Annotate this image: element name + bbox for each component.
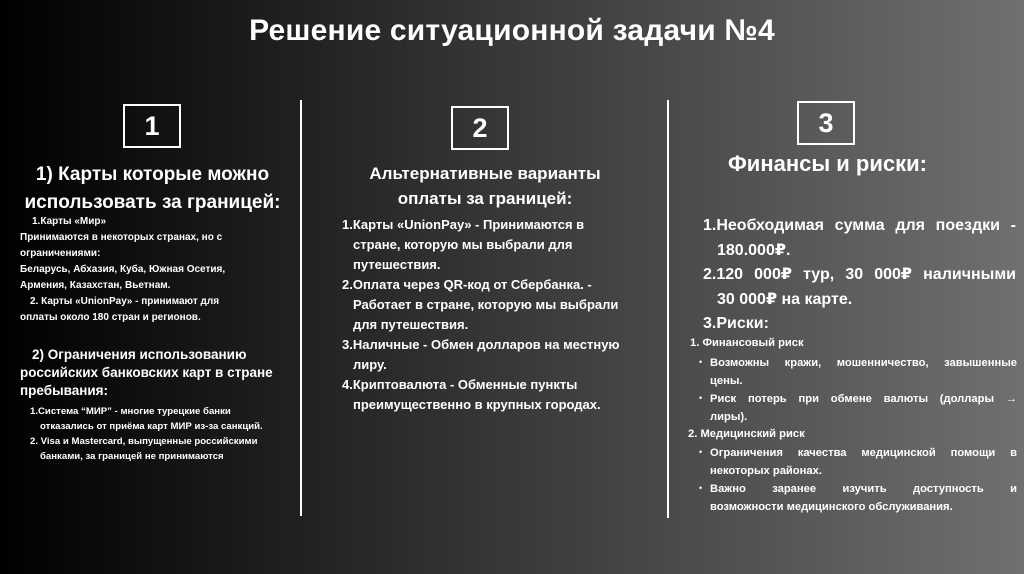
column-heading bbox=[700, 150, 955, 178]
risk-item bbox=[710, 390, 1017, 426]
risk-line: цены. bbox=[710, 375, 743, 387]
column-number: 2 bbox=[472, 112, 488, 143]
risk-item bbox=[710, 444, 1017, 480]
heading-line: российских банковских карт в стране bbox=[20, 365, 273, 380]
list-line: Армения, Казахстан, Вьетнам. bbox=[20, 280, 171, 291]
column-number: 1 bbox=[144, 110, 160, 141]
list-line: 2. Visa и Mastercard, выпущенные российскими bbox=[30, 436, 258, 447]
finance-line: 180.000₽. bbox=[717, 242, 791, 259]
heading-line: 1) Карты которые можно bbox=[35, 164, 270, 185]
column-number: 3 bbox=[818, 107, 834, 138]
list-line: Работает в стране, которую мы выбрали bbox=[353, 297, 619, 312]
alternatives-list bbox=[342, 215, 642, 415]
list-line: 4.Криптовалюта - Обменные пункты bbox=[342, 377, 578, 392]
heading-line: Альтернативные варианты bbox=[369, 164, 601, 183]
risk-item bbox=[710, 354, 1017, 390]
finance-line: 1.Необходимая сумма для поездки - bbox=[703, 217, 1016, 234]
finance-line: 3.Риски: bbox=[703, 315, 769, 332]
column-heading bbox=[340, 161, 630, 211]
risk-title: 1. Финансовый риск bbox=[690, 337, 804, 349]
heading-line: использовать за границей: bbox=[24, 192, 281, 213]
page-title: Решение ситуационной задачи №4 bbox=[249, 14, 775, 47]
risk-line: Ограничения качества медицинской помощи в bbox=[710, 447, 1017, 459]
risk-line: Возможны кражи, мошенничество, завышенные bbox=[710, 357, 1017, 369]
list-line: отказались от приёма карт МИР из-за санкций. bbox=[40, 421, 263, 432]
list-line: банками, за границей не принимаются bbox=[40, 451, 224, 462]
heading-line: Финансы и риски: bbox=[728, 151, 927, 176]
bullet-icon: • bbox=[699, 357, 703, 367]
list-line: стране, которую мы выбрали для bbox=[353, 237, 573, 252]
risk-line: Риск потерь при обмене валюты (доллары → bbox=[710, 393, 1017, 405]
risk-title: 2. Медицинский риск bbox=[688, 428, 805, 440]
bullet-icon: • bbox=[699, 483, 703, 493]
finance-line: 2.120 000₽ тур, 30 000₽ наличными bbox=[703, 266, 1016, 283]
column-divider-left bbox=[300, 100, 302, 516]
risk-line: лиры). bbox=[710, 411, 748, 423]
list-line: оплаты около 180 стран и регионов. bbox=[20, 312, 201, 323]
list-line: ограничениями: bbox=[20, 248, 101, 259]
list-line: Беларусь, Абхазия, Куба, Южная Осетия, bbox=[20, 264, 226, 275]
heading-line: пребывания: bbox=[20, 383, 109, 398]
heading-line: оплаты за границей: bbox=[397, 189, 573, 208]
bullet-icon: • bbox=[699, 393, 703, 403]
risk-line: Важно заранее изучить доступность и bbox=[710, 483, 1017, 495]
risk-item bbox=[710, 480, 1017, 516]
list-line: 3.Наличные - Обмен долларов на местную bbox=[342, 337, 620, 352]
finance-line: 30 000₽ на карте. bbox=[717, 291, 853, 308]
list-line: преимущественно в крупных городах. bbox=[353, 397, 601, 412]
list-line: 2.Оплата через QR-код от Сбербанка. - bbox=[342, 277, 592, 292]
card-list bbox=[20, 214, 295, 326]
column-number-box bbox=[451, 106, 509, 150]
risk-line: некоторых районах. bbox=[710, 465, 822, 477]
restrictions-heading bbox=[20, 346, 295, 400]
restrictions-list bbox=[20, 404, 295, 464]
column-divider-right bbox=[667, 100, 669, 518]
list-line: Принимаются в некоторых странах, но с bbox=[20, 232, 223, 243]
list-line: 1.Карты «UnionPay» - Принимаются в bbox=[342, 217, 585, 232]
list-line: путешествия. bbox=[353, 257, 441, 272]
list-line: для путешествия. bbox=[353, 317, 469, 332]
column-number-box bbox=[123, 104, 181, 148]
bullet-icon: • bbox=[699, 447, 703, 457]
column-number-box bbox=[797, 101, 855, 145]
heading-line: 2) Ограничения использованию bbox=[32, 347, 247, 362]
list-line: 1.Система “МИР” - многие турецкие банки bbox=[30, 406, 231, 417]
list-line: 2. Карты «UnionPay» - принимают для bbox=[30, 296, 220, 307]
list-line: лиру. bbox=[353, 357, 387, 372]
column-heading bbox=[10, 161, 295, 217]
risk-line: возможности медицинского обслуживания. bbox=[710, 501, 953, 513]
list-line: 1.Карты «Мир» bbox=[32, 216, 107, 227]
